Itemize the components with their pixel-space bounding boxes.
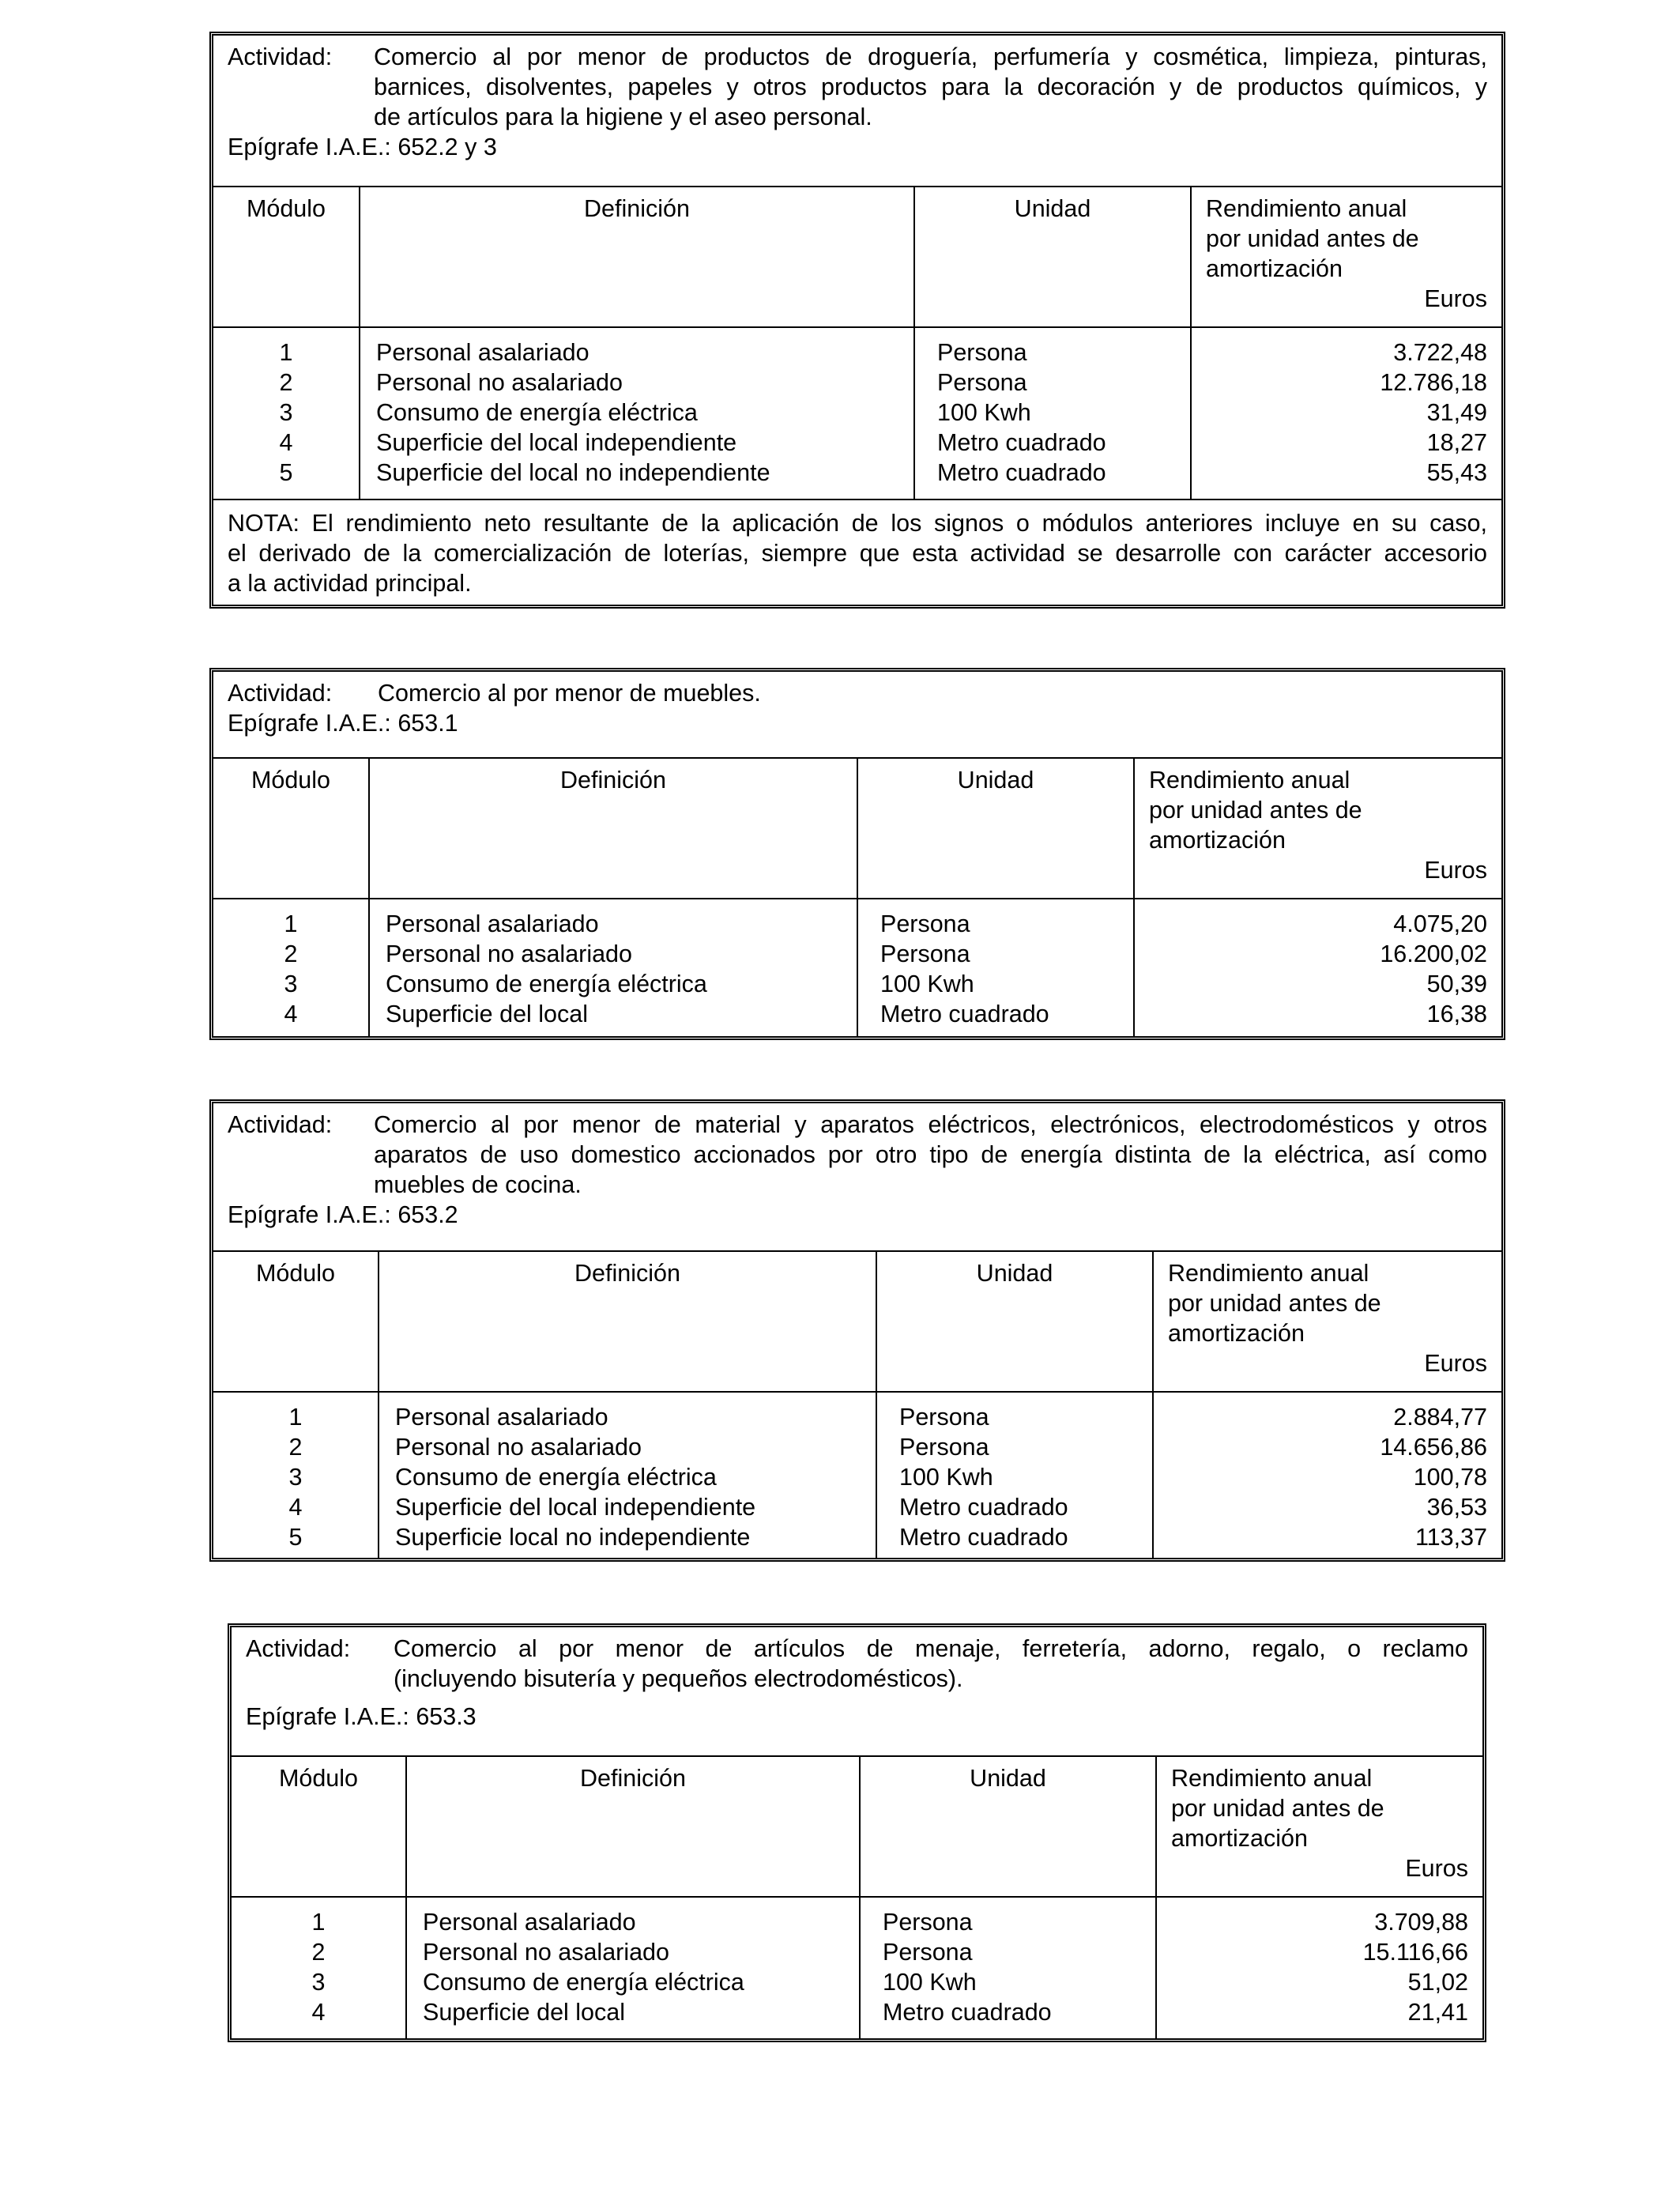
table-cell: 100 Kwh — [899, 1464, 993, 1491]
col-rendimiento-line: por unidad antes de — [1206, 225, 1419, 252]
epigrafe-label: Epígrafe I.A.E.: — [228, 710, 391, 737]
epigrafe-label: Epígrafe I.A.E.: — [228, 134, 391, 160]
table-cell: Metro cuadrado — [899, 1524, 1068, 1551]
nota-line: a la actividad principal. — [228, 570, 472, 597]
actividad-label: Actividad: — [228, 1111, 333, 1138]
col-rendimiento — [1192, 187, 1501, 326]
table-body — [213, 328, 1501, 499]
actividad-text — [374, 42, 1487, 132]
table-cell: Superficie local no independiente — [395, 1524, 751, 1551]
nota — [213, 499, 1501, 605]
col-definicion: Definición — [407, 1757, 861, 1896]
table-cell: 3 — [279, 399, 293, 426]
actividad-line: de artículos para la higiene y el aseo personal. — [374, 104, 872, 130]
table-cell: Consumo de energía eléctrica — [423, 1969, 744, 1996]
table-cell: 51,02 — [1407, 1969, 1468, 1996]
col-rendimiento — [1157, 1757, 1482, 1896]
table-cell: 100 Kwh — [937, 399, 1031, 426]
table-cell: 3 — [288, 1464, 303, 1491]
table-cell: Persona — [937, 339, 1027, 366]
col-euros: Euros — [1424, 857, 1487, 884]
unidad-column — [915, 328, 1192, 499]
definicion-column — [379, 1393, 877, 1558]
actividad-line: Comercio al por menor de productos de droguería, perfumería y cosmética, limpieza, pinturas, — [374, 43, 1487, 70]
table-cell: Persona — [880, 941, 970, 967]
table-cell: 1 — [284, 910, 298, 937]
table-cell: Personal no asalariado — [386, 941, 632, 967]
modulo-column — [213, 328, 360, 499]
actividad-text — [378, 678, 1487, 708]
table-cell: Superficie del local — [386, 1001, 589, 1027]
table-body — [232, 1898, 1482, 2038]
table-cell: 1 — [288, 1404, 303, 1431]
table-cell: 100 Kwh — [880, 971, 974, 997]
table-cell: 2 — [279, 369, 293, 396]
table-cell: 1 — [279, 339, 293, 366]
table-cell: Metro cuadrado — [880, 1001, 1049, 1027]
table-cell: 55,43 — [1426, 459, 1487, 486]
table-cell: 50,39 — [1426, 971, 1487, 997]
nota-line: el derivado de la comercialización de loterías, siempre que esta actividad se desarrolle con carácter accesorio — [228, 540, 1487, 567]
table-cell: Personal asalariado — [395, 1404, 608, 1431]
table-cell: Superficie del local — [423, 1999, 626, 2026]
column-headers — [232, 1757, 1482, 1898]
table-cell: 4 — [288, 1494, 303, 1521]
unidad-column — [858, 899, 1135, 1036]
table-cell: Persona — [937, 369, 1027, 396]
col-rendimiento-line: amortización — [1149, 827, 1286, 854]
col-definicion: Definición — [360, 187, 915, 326]
rendimiento-column — [1135, 899, 1501, 1036]
actividad-line: Comercio al por menor de artículos de menaje, ferretería, adorno, regalo, o reclamo — [394, 1635, 1468, 1662]
col-rendimiento — [1154, 1252, 1501, 1391]
epigrafe-label: Epígrafe I.A.E.: — [228, 1201, 391, 1228]
table-cell: Metro cuadrado — [937, 429, 1106, 456]
unidad-column — [861, 1898, 1157, 2038]
col-rendimiento-line: Rendimiento anual — [1149, 767, 1350, 794]
table-cell: 2 — [288, 1434, 303, 1461]
table-cell: 3.722,48 — [1393, 339, 1487, 366]
table-cell: Personal no asalariado — [376, 369, 623, 396]
col-modulo: Módulo — [213, 759, 370, 898]
table-cell: Persona — [880, 910, 970, 937]
epigrafe — [246, 1702, 1468, 1732]
modulo-column — [213, 1393, 379, 1558]
activity-table-2 — [209, 668, 1505, 1040]
table-cell: Persona — [883, 1909, 973, 1936]
actividad-label: Actividad: — [228, 43, 333, 70]
table-cell: Superficie del local no independiente — [376, 459, 770, 486]
table-cell: Persona — [883, 1939, 973, 1966]
table-cell: Personal asalariado — [376, 339, 590, 366]
epigrafe — [228, 132, 1487, 162]
col-modulo: Módulo — [213, 1252, 379, 1391]
col-rendimiento-line: Rendimiento anual — [1168, 1260, 1369, 1287]
activity-table-4 — [228, 1623, 1486, 2042]
col-rendimiento-line: por unidad antes de — [1171, 1795, 1384, 1822]
epigrafe-label: Epígrafe I.A.E.: — [246, 1703, 409, 1730]
actividad-line: (incluyendo bisutería y pequeños electrodomésticos). — [394, 1665, 963, 1692]
epigrafe-value: 653.1 — [397, 710, 458, 737]
table-cell: 2 — [311, 1939, 326, 1966]
table-cell: 100,78 — [1413, 1464, 1487, 1491]
nota-line: NOTA: El rendimiento neto resultante de la aplicación de los signos o módulos anteriores incluye en su caso, — [228, 510, 1487, 537]
actividad-label: Actividad: — [246, 1635, 351, 1662]
col-unidad: Unidad — [858, 759, 1135, 898]
col-rendimiento — [1135, 759, 1501, 898]
col-rendimiento-line: amortización — [1206, 255, 1343, 282]
col-unidad: Unidad — [861, 1757, 1157, 1896]
table-cell: Personal asalariado — [423, 1909, 636, 1936]
col-rendimiento-line: por unidad antes de — [1168, 1290, 1381, 1317]
column-headers — [213, 187, 1501, 328]
table-cell: 36,53 — [1426, 1494, 1487, 1521]
unidad-column — [877, 1393, 1154, 1558]
epigrafe — [228, 708, 1487, 738]
table-cell: Personal no asalariado — [423, 1939, 669, 1966]
table-cell: 4 — [284, 1001, 298, 1027]
column-headers — [213, 759, 1501, 899]
table-cell: 3.709,88 — [1374, 1909, 1468, 1936]
table-cell: Personal asalariado — [386, 910, 599, 937]
col-modulo: Módulo — [213, 187, 360, 326]
epigrafe-value: 652.2 y 3 — [397, 134, 497, 160]
table-cell: 5 — [279, 459, 293, 486]
activity-table-1 — [209, 32, 1505, 609]
col-euros: Euros — [1405, 1855, 1468, 1882]
table-cell: Personal no asalariado — [395, 1434, 642, 1461]
epigrafe-value: 653.2 — [397, 1201, 458, 1228]
actividad-label: Actividad: — [228, 680, 333, 707]
col-rendimiento-line: amortización — [1171, 1825, 1308, 1852]
epigrafe-value: 653.3 — [416, 1703, 477, 1730]
rendimiento-column — [1157, 1898, 1482, 2038]
table-cell: 4 — [279, 429, 293, 456]
table-cell: 4 — [311, 1999, 326, 2026]
col-rendimiento-line: amortización — [1168, 1320, 1305, 1347]
col-modulo: Módulo — [232, 1757, 407, 1896]
table-cell: Consumo de energía eléctrica — [376, 399, 698, 426]
table-cell: 15.116,66 — [1362, 1939, 1468, 1966]
table-cell: 16,38 — [1426, 1001, 1487, 1027]
epigrafe — [228, 1200, 1487, 1230]
table-cell: Superficie del local independiente — [395, 1494, 756, 1521]
table-cell: 1 — [311, 1909, 326, 1936]
table-cell: Persona — [899, 1434, 989, 1461]
col-euros: Euros — [1424, 1350, 1487, 1377]
table-cell: 12.786,18 — [1380, 369, 1487, 396]
col-unidad: Unidad — [915, 187, 1192, 326]
table-cell: Metro cuadrado — [937, 459, 1106, 486]
activity-header — [213, 36, 1501, 187]
col-rendimiento-line: por unidad antes de — [1149, 797, 1362, 824]
table-cell: Superficie del local independiente — [376, 429, 737, 456]
table-cell: Metro cuadrado — [883, 1999, 1052, 2026]
table-cell: Persona — [899, 1404, 989, 1431]
column-headers — [213, 1252, 1501, 1393]
table-cell: 16.200,02 — [1380, 941, 1487, 967]
col-definicion: Definición — [379, 1252, 877, 1391]
col-unidad: Unidad — [877, 1252, 1154, 1391]
table-cell: Consumo de energía eléctrica — [395, 1464, 717, 1491]
table-cell: 100 Kwh — [883, 1969, 977, 1996]
col-rendimiento-line: Rendimiento anual — [1206, 195, 1407, 222]
table-body — [213, 899, 1501, 1036]
rendimiento-column — [1192, 328, 1501, 499]
table-cell: Metro cuadrado — [899, 1494, 1068, 1521]
table-cell: 2.884,77 — [1393, 1404, 1487, 1431]
rendimiento-column — [1154, 1393, 1501, 1558]
activity-header — [213, 672, 1501, 759]
actividad-line: Comercio al por menor de material y aparatos eléctricos, electrónicos, electrodomésticos y otros — [374, 1111, 1487, 1138]
table-cell: 3 — [284, 971, 298, 997]
activity-header — [232, 1627, 1482, 1757]
col-rendimiento-line: Rendimiento anual — [1171, 1765, 1373, 1792]
actividad-text — [394, 1634, 1468, 1694]
activity-table-3 — [209, 1099, 1505, 1562]
table-body — [213, 1393, 1501, 1558]
table-cell: 4.075,20 — [1393, 910, 1487, 937]
actividad-line: barnices, disolventes, papeles y otros productos para la decoración y de productos químicos, y — [374, 74, 1487, 100]
table-cell: 21,41 — [1407, 1999, 1468, 2026]
actividad-line: aparatos de uso domestico accionados por otro tipo de energía distinta de la eléctrica, así como — [374, 1141, 1487, 1168]
definicion-column — [360, 328, 915, 499]
modulo-column — [232, 1898, 407, 2038]
table-cell: 31,49 — [1426, 399, 1487, 426]
col-euros: Euros — [1424, 285, 1487, 312]
table-cell: 5 — [288, 1524, 303, 1551]
table-cell: Consumo de energía eléctrica — [386, 971, 707, 997]
modulo-column — [213, 899, 370, 1036]
col-definicion: Definición — [370, 759, 858, 898]
activity-header — [213, 1103, 1501, 1252]
definicion-column — [407, 1898, 861, 2038]
actividad-line: muebles de cocina. — [374, 1171, 582, 1198]
table-cell: 14.656,86 — [1380, 1434, 1487, 1461]
table-cell: 2 — [284, 941, 298, 967]
table-cell: 18,27 — [1426, 429, 1487, 456]
actividad-line: Comercio al por menor de muebles. — [378, 680, 761, 707]
actividad-text — [374, 1110, 1487, 1200]
table-cell: 113,37 — [1414, 1524, 1487, 1551]
table-cell: 3 — [311, 1969, 326, 1996]
definicion-column — [370, 899, 858, 1036]
